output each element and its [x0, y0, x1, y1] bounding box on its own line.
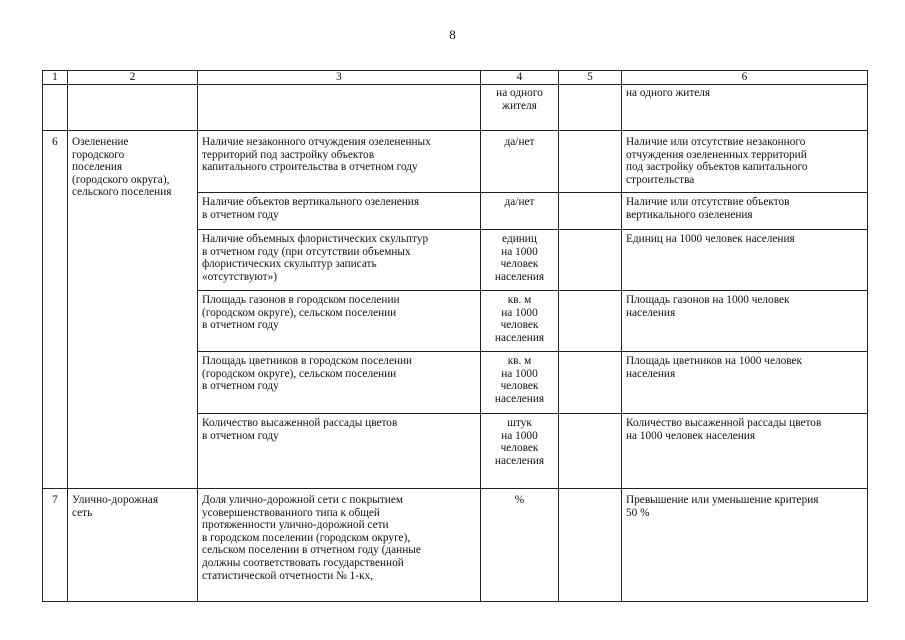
- column-number: 5: [559, 71, 622, 85]
- value-cell: [559, 131, 622, 193]
- column-number: 1: [43, 71, 68, 85]
- section-number-text: 6: [52, 136, 58, 148]
- unit-cell: [481, 193, 559, 230]
- indicator-text: Количество высаженной рассады цветов в отчетном году: [202, 417, 398, 442]
- section-title-text: Озеленение городского поселения (городского округа), сельского поселения: [72, 136, 172, 199]
- criteria-table: [42, 70, 868, 602]
- column-number: 2: [68, 71, 198, 85]
- continuation-criterion: [622, 85, 868, 131]
- column-number: 4: [481, 71, 559, 85]
- unit-text: единиц на 1000 человек населения: [494, 233, 545, 283]
- value-text: [559, 131, 621, 133]
- unit-cell: [481, 291, 559, 352]
- table-row: [43, 489, 868, 602]
- continuation-row: [43, 85, 868, 131]
- indicator-text: Площадь цветников в городском поселении (городском округе), сельском поселении в отчетном году: [202, 355, 413, 393]
- section-title: [68, 489, 198, 602]
- unit-text: да/нет: [504, 136, 535, 148]
- value-cell: [559, 230, 622, 291]
- unit-cell: [481, 230, 559, 291]
- value-text: [559, 193, 621, 195]
- indicator-cell: [198, 414, 481, 489]
- value-text: [559, 230, 621, 232]
- continuation-unit-text: на одного жителя: [496, 87, 543, 112]
- indicator-cell: [198, 131, 481, 193]
- indicator-text: Наличие объектов вертикального озеленения в отчетном году: [202, 196, 420, 221]
- value-text: [559, 489, 621, 491]
- criterion-cell: [622, 230, 868, 291]
- value-text: [559, 414, 621, 416]
- unit-text: %: [514, 494, 525, 506]
- unit-text: штук на 1000 человек населения: [494, 417, 545, 467]
- value-cell: [559, 352, 622, 414]
- cell-empty: [68, 85, 198, 131]
- continuation-criterion-text: на одного жителя: [626, 87, 711, 99]
- indicator-cell: [198, 489, 481, 602]
- page-number: 8: [449, 27, 456, 42]
- cell-empty: [198, 85, 481, 131]
- value-cell: [559, 414, 622, 489]
- section-number: [43, 489, 68, 602]
- criterion-cell: [622, 414, 868, 489]
- unit-cell: [481, 352, 559, 414]
- criterion-cell: [622, 193, 868, 230]
- criterion-cell: [622, 131, 868, 193]
- unit-text: кв. м на 1000 человек населения: [494, 294, 545, 344]
- criterion-text: Наличие или отсутствие незаконного отчуждения озелененных территорий под застройку объектов капитального строительства: [626, 136, 808, 186]
- unit-cell: [481, 489, 559, 602]
- criterion-text: Количество высаженной рассады цветов на 1000 человек населения: [626, 417, 822, 442]
- cell-empty: [559, 85, 622, 131]
- value-cell: [559, 193, 622, 230]
- indicator-cell: [198, 193, 481, 230]
- value-text: [559, 352, 621, 354]
- indicator-cell: [198, 230, 481, 291]
- continuation-unit: [481, 85, 559, 131]
- cell-empty: [43, 85, 68, 131]
- section-number-text: 7: [52, 494, 58, 506]
- criterion-text: Площадь цветников на 1000 человек населения: [626, 355, 803, 380]
- criterion-text: Превышение или уменьшение критерия 50 %: [626, 494, 819, 519]
- unit-text: да/нет: [504, 196, 535, 208]
- value-cell: [559, 291, 622, 352]
- table-row: [43, 131, 868, 193]
- indicator-text: Наличие незаконного отчуждения озелененных территорий под застройку объектов капитального строительства в отчетном году: [202, 136, 431, 174]
- indicator-cell: [198, 352, 481, 414]
- criterion-text: Площадь газонов на 1000 человек населения: [626, 294, 790, 319]
- indicator-text: Площадь газонов в городском поселении (городском округе), сельском поселении в отчетном году: [202, 294, 400, 332]
- section-title-text: Улично-дорожная сеть: [72, 494, 159, 519]
- column-number: 6: [622, 71, 868, 85]
- criterion-text: Наличие или отсутствие объектов вертикального озеленения: [626, 196, 790, 221]
- column-number-row: [43, 71, 868, 85]
- unit-cell: [481, 131, 559, 193]
- unit-text: кв. м на 1000 человек населения: [494, 355, 545, 405]
- section-title: [68, 131, 198, 489]
- value-cell: [559, 489, 622, 602]
- unit-cell: [481, 414, 559, 489]
- criterion-cell: [622, 352, 868, 414]
- column-number: 3: [198, 71, 481, 85]
- value-text: [559, 291, 621, 293]
- indicator-text: Доля улично-дорожной сети с покрытием усовершенствованного типа к общей протяженности улично-дорожной сети в городском поселении (городском округе), сельском поселении в отчетном году (данные должны соответствовать государственной статистической отчетности № 1-кх,: [202, 494, 421, 582]
- indicator-cell: [198, 291, 481, 352]
- criterion-text: Единиц на 1000 человек населения: [626, 233, 795, 245]
- indicator-text: Наличие объемных флористических скульптур в отчетном году (при отсутствии объемных флористических скульптур записать «отсутствуют»): [202, 233, 429, 283]
- criterion-cell: [622, 489, 868, 602]
- section-number: [43, 131, 68, 489]
- criterion-cell: [622, 291, 868, 352]
